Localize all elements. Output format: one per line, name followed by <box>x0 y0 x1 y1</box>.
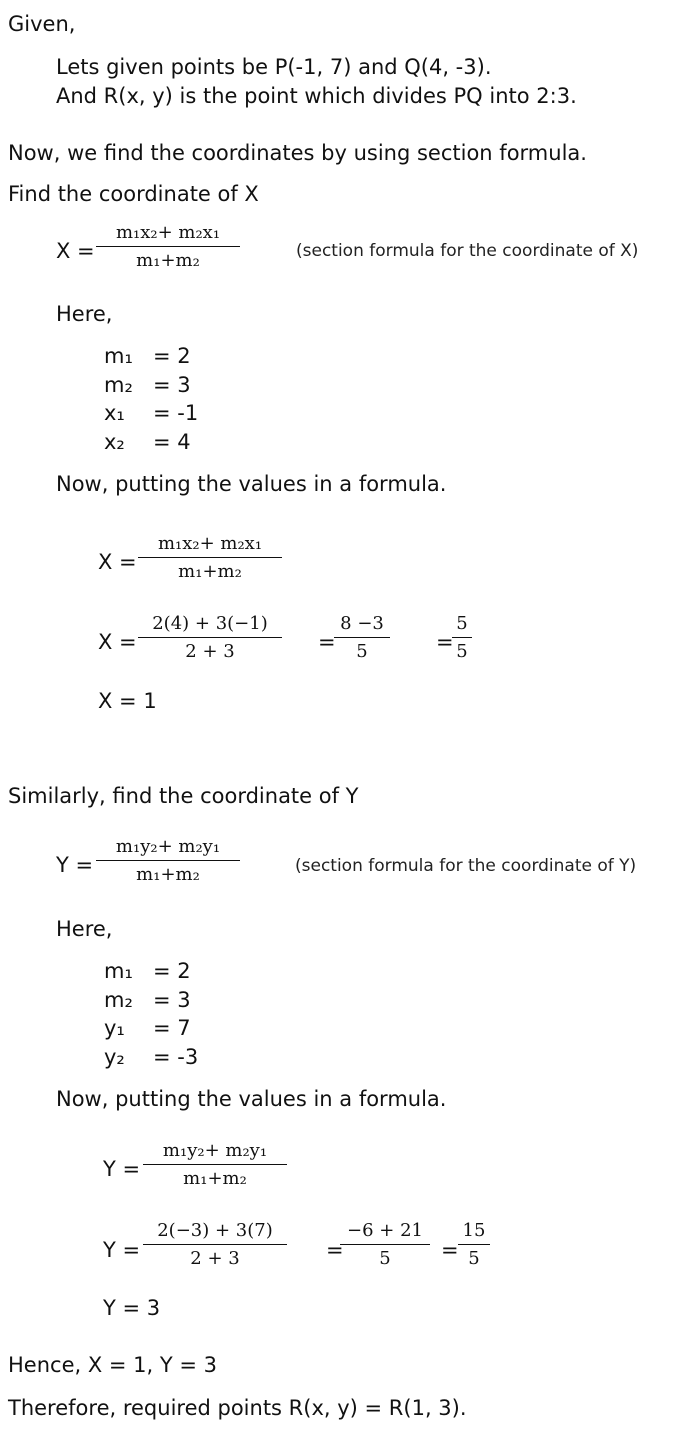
x-val-x1: = -1 <box>153 401 199 425</box>
method-statement: Now, we find the coordinates by using section formula. <box>8 141 587 165</box>
x-formula-numerator: m₁x₂+ m₂x₁ <box>115 222 221 243</box>
x-restated-numerator: m₁x₂+ m₂x₁ <box>157 533 263 554</box>
x-here-label: Here, <box>56 302 113 326</box>
y-formula-numerator: m₁y₂+ m₂y₁ <box>115 836 221 857</box>
y-formula-note: (section formula for the coordinate of Y) <box>295 856 637 876</box>
x-formula-note: (section formula for the coordinate of X) <box>296 241 639 261</box>
y-calc-lhs: Y = <box>103 1238 141 1262</box>
given-heading: Given, <box>8 12 76 36</box>
y-formula-restated <box>143 1142 287 1188</box>
x-putting-values: Now, putting the values in a formula. <box>56 472 447 496</box>
x-var-x1: x₁ <box>104 401 125 425</box>
x-formula-denominator: m₁+m₂ <box>96 246 240 270</box>
y-val-y2: = -3 <box>153 1045 199 1069</box>
y-formula-restated-lhs: Y = <box>103 1157 141 1181</box>
x-val-m2: = 3 <box>153 373 191 397</box>
x-substituted-fraction <box>138 615 282 661</box>
y-val-m2: = 3 <box>153 988 191 1012</box>
x-val-m1: = 2 <box>153 344 191 368</box>
x-final-denominator: 5 <box>452 637 472 661</box>
x-result: X = 1 <box>98 689 157 713</box>
y-val-y1: = 7 <box>153 1016 191 1040</box>
y-substituted-fraction <box>143 1222 287 1268</box>
y-substituted-numerator: 2(−3) + 3(7) <box>157 1220 273 1241</box>
x-equals-3: = <box>436 630 454 654</box>
y-substituted-denominator: 2 + 3 <box>143 1244 287 1268</box>
y-var-y1: y₁ <box>104 1016 125 1040</box>
x-simplified-numerator: 8 −3 <box>340 613 384 634</box>
y-final-denominator: 5 <box>458 1244 490 1268</box>
x-simplified-denominator: 5 <box>334 637 390 661</box>
x-equals-2: = <box>318 630 336 654</box>
y-var-y2: y₂ <box>104 1045 125 1069</box>
y-putting-values: Now, putting the values in a formula. <box>56 1087 447 1111</box>
y-result: Y = 3 <box>103 1296 161 1320</box>
y-final-numerator: 15 <box>462 1220 486 1241</box>
x-formula-lhs: X = <box>56 239 95 263</box>
given-points-line: Lets given points be P(-1, 7) and Q(4, -3). <box>56 55 492 79</box>
x-var-m2: m₂ <box>104 373 133 397</box>
given-ratio-line: And R(x, y) is the point which divides PQ into 2:3. <box>56 84 577 108</box>
hence-statement: Hence, X = 1, Y = 3 <box>8 1353 218 1377</box>
y-simplified-numerator: −6 + 21 <box>347 1220 423 1241</box>
y-simplified-denominator: 5 <box>340 1244 430 1268</box>
y-restated-numerator: m₁y₂+ m₂y₁ <box>162 1140 268 1161</box>
y-var-m1: m₁ <box>104 959 133 983</box>
x-final-fraction <box>452 615 472 661</box>
y-here-label: Here, <box>56 917 113 941</box>
y-equals-2: = <box>326 1238 344 1262</box>
x-restated-denominator: m₁+m₂ <box>138 557 282 581</box>
x-var-m1: m₁ <box>104 344 133 368</box>
x-section-formula <box>96 224 240 270</box>
x-simplified-fraction <box>334 615 390 661</box>
x-formula-restated-lhs: X = <box>98 550 137 574</box>
x-substituted-numerator: 2(4) + 3(−1) <box>152 613 268 634</box>
y-heading: Similarly, find the coordinate of Y <box>8 784 359 808</box>
x-heading: Find the coordinate of X <box>8 182 259 206</box>
y-formula-denominator: m₁+m₂ <box>96 860 240 884</box>
y-simplified-fraction <box>340 1222 430 1268</box>
x-calc-lhs: X = <box>98 630 137 654</box>
x-var-x2: x₂ <box>104 430 125 454</box>
y-var-m2: m₂ <box>104 988 133 1012</box>
x-final-numerator: 5 <box>456 613 468 634</box>
y-formula-lhs: Y = <box>56 853 94 877</box>
y-final-fraction <box>458 1222 490 1268</box>
x-formula-restated <box>138 535 282 581</box>
x-val-x2: = 4 <box>153 430 191 454</box>
y-restated-denominator: m₁+m₂ <box>143 1164 287 1188</box>
x-substituted-denominator: 2 + 3 <box>138 637 282 661</box>
therefore-statement: Therefore, required points R(x, y) = R(1, 3). <box>8 1396 467 1420</box>
y-equals-3: = <box>441 1238 459 1262</box>
y-val-m1: = 2 <box>153 959 191 983</box>
y-section-formula <box>96 838 240 884</box>
